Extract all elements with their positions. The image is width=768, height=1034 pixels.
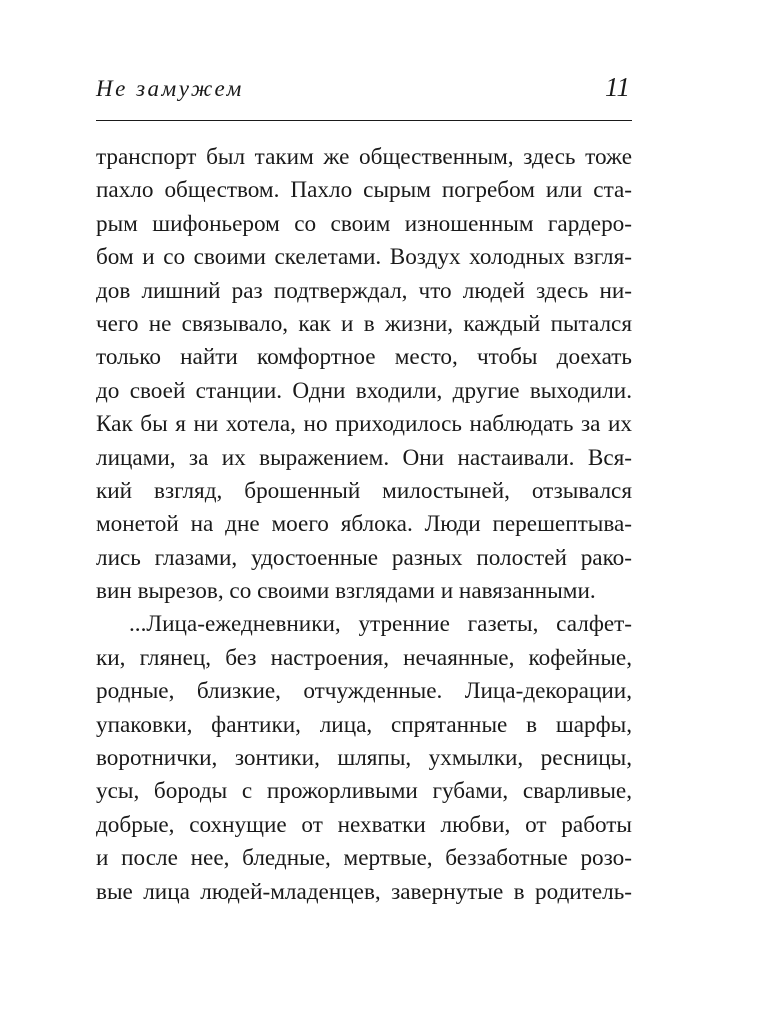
text-line: Как бы я ни хотела, но приходилось наблюдать за их <box>96 411 632 438</box>
text-line: транспорт был таким же общественным, здесь тоже <box>96 144 632 170</box>
text-line: лись глазами, удостоенные разных полостей рако- <box>96 544 632 571</box>
text-line: вин вырезов, со своими взглядами и навязанными. <box>96 578 596 605</box>
running-title: Не замужем <box>96 76 244 101</box>
running-head <box>96 70 632 110</box>
text-line: и после нее, бледные, мертвые, беззаботные розо- <box>96 845 632 872</box>
text-line: монетой на дне моего яблока. Люди перешептыва- <box>96 511 632 538</box>
text-line: родные, близкие, отчужденные. Лица-декорации, <box>96 678 632 705</box>
text-line: пахло обществом. Пахло сырым погребом или ста- <box>96 177 632 204</box>
text-line: упаковки, фантики, лица, спрятанные в шарфы, <box>96 711 632 738</box>
text-line: ...Лица-ежедневники, утренние газеты, салфет- <box>129 611 632 638</box>
text-line: кий взгляд, брошенный милостыней, отзывался <box>96 477 632 504</box>
text-line: чего не связывало, как и в жизни, каждый пытался <box>96 310 632 337</box>
text-line: усы, бороды с прожорливыми губами, сварливые, <box>96 778 632 805</box>
text-line: бом и со своими скелетами. Воздух холодных взгля- <box>96 244 632 271</box>
header-divider <box>96 120 632 121</box>
text-line: рым шифоньером со своим изношенным гардеро- <box>96 210 632 237</box>
body-text <box>96 141 632 909</box>
text-line: ки, глянец, без настроения, нечаянные, кофейные, <box>96 644 632 671</box>
text-line: дов лишний раз подтверждал, что людей здесь ни- <box>96 277 632 304</box>
page-number: 11 <box>605 72 630 102</box>
text-line: воротнички, зонтики, шляпы, ухмылки, ресницы, <box>96 745 632 772</box>
text-line: добрые, сохнущие от нехватки любви, от работы <box>96 811 632 838</box>
text-line: только найти комфортное место, чтобы доехать <box>96 344 632 371</box>
text-line: лицами, за их выражением. Они настаивали. Вся- <box>96 444 632 471</box>
text-line: до своей станции. Одни входили, другие выходили. <box>96 377 632 404</box>
text-line: вые лица людей-младенцев, завернутые в родитель- <box>96 878 632 905</box>
